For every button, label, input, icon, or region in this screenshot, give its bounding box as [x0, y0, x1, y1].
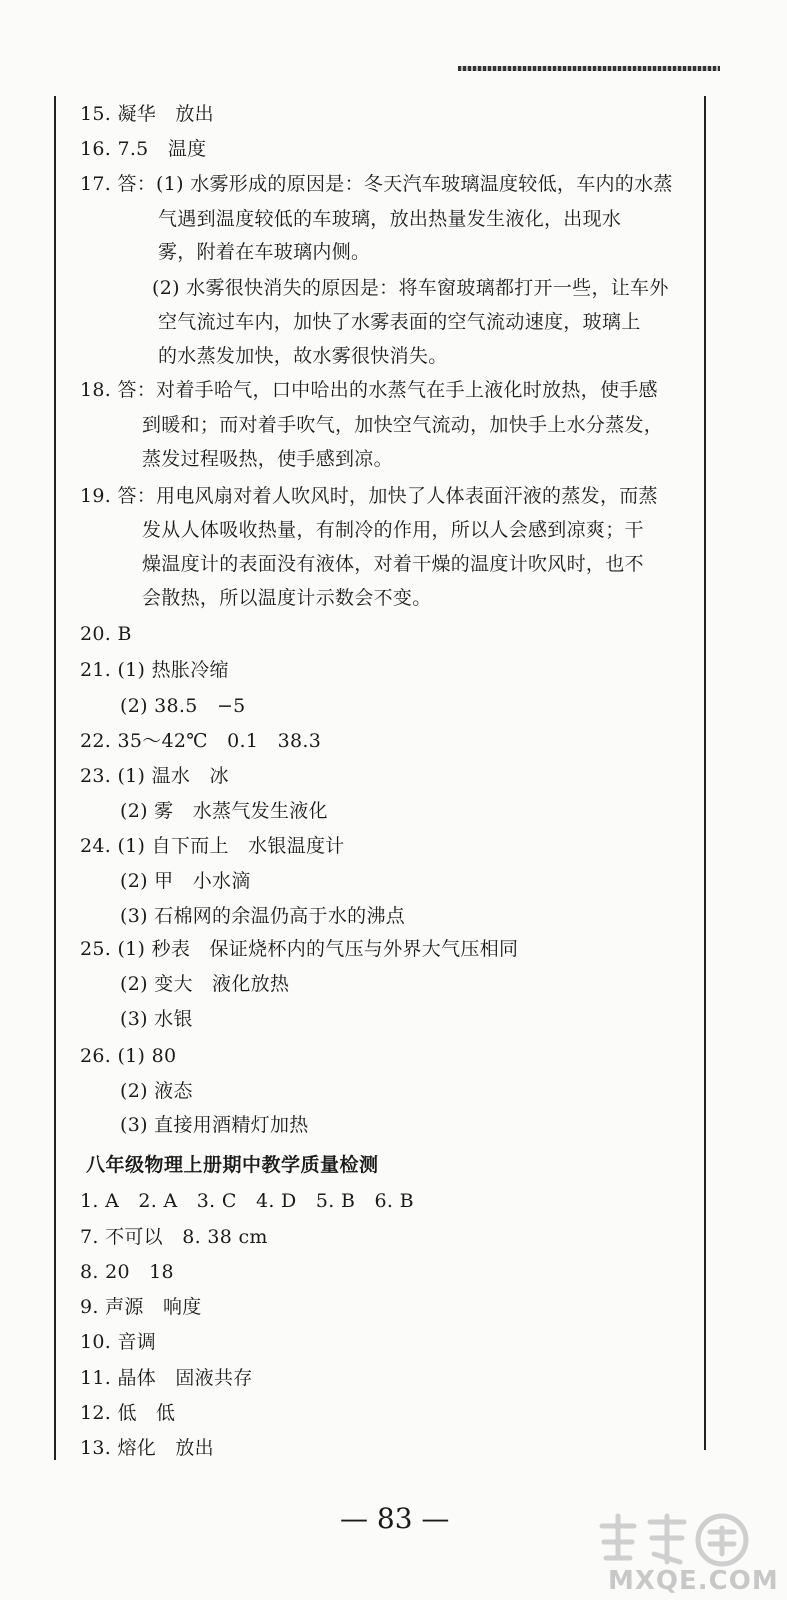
- answer-line: 16. 7.5 温度: [80, 138, 207, 160]
- answer-line: 8. 20 18: [80, 1261, 174, 1283]
- answer-line: 17. 答：(1) 水雾形成的原因是：冬天汽车玻璃温度较低，车内的水蒸: [80, 173, 673, 195]
- answer-line: 19. 答：用电风扇对着人吹风时，加快了人体表面汗液的蒸发，而蒸: [80, 485, 658, 507]
- answer-line: 9. 声源 响度: [80, 1296, 202, 1318]
- answer-line: 25. (1) 秒表 保证烧杯内的气压与外界大气压相同: [80, 938, 519, 960]
- answer-line: (2) 雾 水蒸气发生液化: [120, 800, 328, 822]
- section-heading: 八年级物理上册期中教学质量检测: [86, 1154, 379, 1176]
- answer-line: 15. 凝华 放出: [80, 103, 214, 125]
- page-number: — 83 —: [340, 1502, 450, 1535]
- answer-line: (2) 甲 小水滴: [120, 870, 251, 892]
- answer-line: (2) 液态: [120, 1080, 193, 1102]
- answer-line: (3) 石棉网的余温仍高于水的沸点: [120, 905, 406, 927]
- answer-line: 发从人体吸收热量，有制冷的作用，所以人会感到凉爽；干: [142, 519, 644, 541]
- answer-line: 气遇到温度较低的车玻璃，放出热量发生液化，出现水: [158, 208, 622, 230]
- answer-line: 13. 熔化 放出: [80, 1437, 214, 1459]
- answer-line: 10. 音调: [80, 1331, 157, 1353]
- answer-line: 燥温度计的表面没有液体，对着干燥的温度计吹风时，也不: [142, 553, 644, 575]
- answer-line: 蒸发过程吸热，使手感到凉。: [142, 448, 393, 470]
- answer-line: 到暖和；而对着手吹气，加快空气流动，加快手上水分蒸发，: [142, 414, 664, 436]
- left-margin-rule: [54, 96, 56, 1460]
- answer-line: 11. 晶体 固液共存: [80, 1367, 253, 1389]
- answer-line: (2) 变大 液化放热: [120, 973, 290, 995]
- answer-line: 会散热，所以温度计示数会不变。: [142, 587, 432, 609]
- answer-line: 空气流过车内，加快了水雾表面的空气流动速度，玻璃上: [158, 311, 641, 333]
- answer-line: 的水蒸发加快，故水雾很快消失。: [158, 345, 448, 367]
- answer-line: (2) 水雾很快消失的原因是：将车窗玻璃都打开一些，让车外: [152, 277, 669, 299]
- answer-line: 7. 不可以 8. 38 cm: [80, 1226, 268, 1248]
- answer-line: 12. 低 低: [80, 1402, 176, 1424]
- answer-line: 1. A 2. A 3. C 4. D 5. B 6. B: [80, 1190, 414, 1212]
- decorative-top-rule: [458, 66, 720, 71]
- answer-line: 20. B: [80, 623, 132, 645]
- answer-line: 雾，附着在车玻璃内侧。: [158, 241, 371, 263]
- answer-line: 18. 答：对着手哈气，口中哈出的水蒸气在手上液化时放热，使手感: [80, 379, 658, 401]
- answer-line: 21. (1) 热胀冷缩: [80, 659, 229, 681]
- answer-line: 26. (1) 80: [80, 1045, 177, 1067]
- answer-line: 23. (1) 温水 冰: [80, 765, 229, 787]
- answer-line: 24. (1) 自下而上 水银温度计: [80, 835, 345, 857]
- answer-line: (3) 直接用酒精灯加热: [120, 1114, 309, 1136]
- answer-line: (2) 38.5 −5: [120, 695, 246, 717]
- answer-line: 22. 35～42℃ 0.1 38.3: [80, 730, 322, 752]
- watermark-site: MXQE.COM: [608, 1566, 779, 1596]
- right-margin-rule: [704, 96, 706, 1450]
- answer-line: (3) 水银: [120, 1008, 193, 1030]
